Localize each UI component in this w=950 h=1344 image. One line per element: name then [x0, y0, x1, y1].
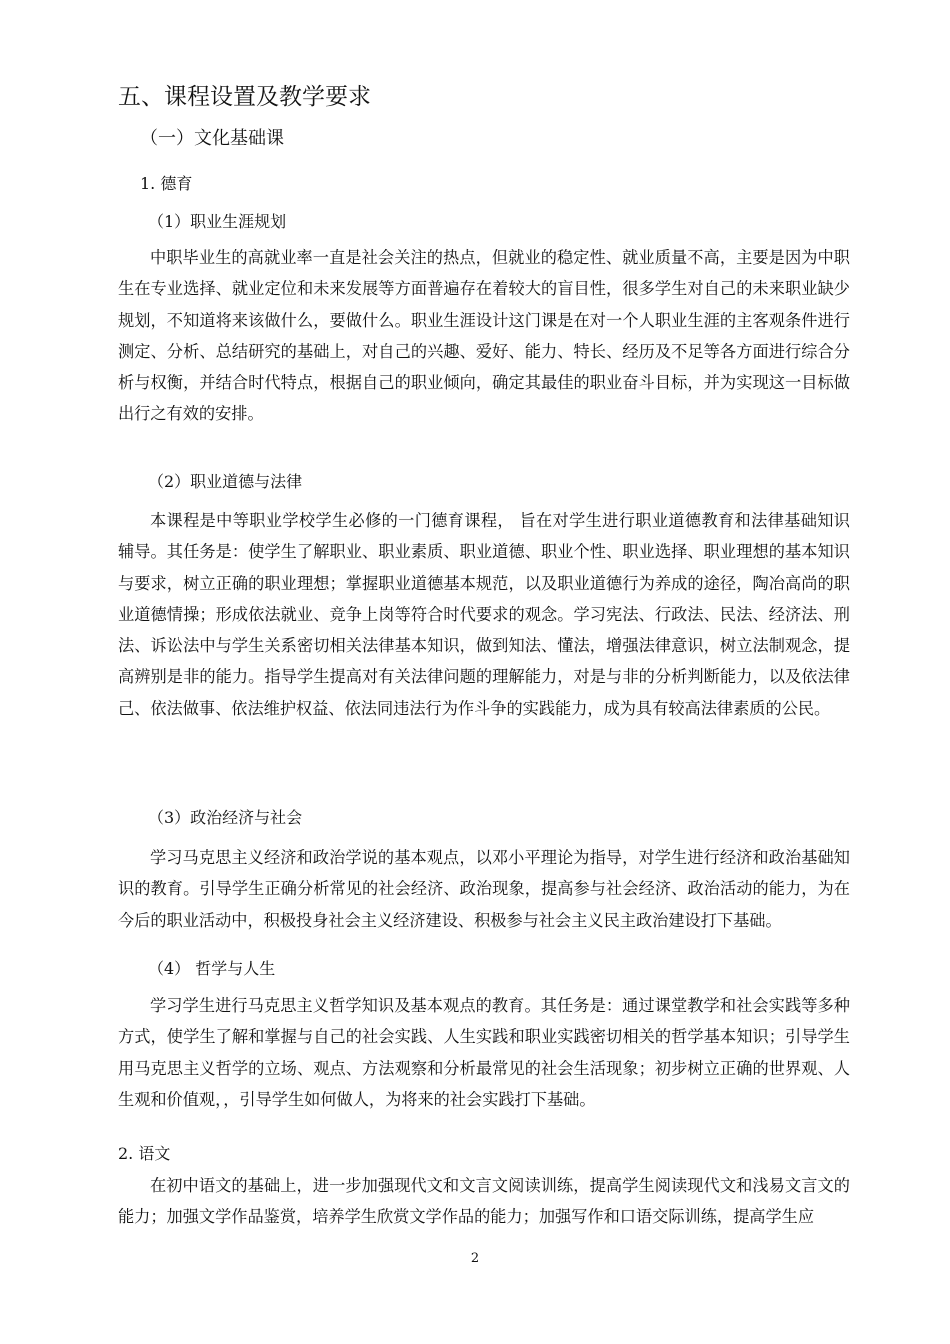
- item-1-sub-2-title: （2）职业道德与法律: [148, 472, 303, 491]
- item-1-sub-3-paragraph: 学习马克思主义经济和政治学说的基本观点，以邓小平理论为指导，对学生进行经济和政治基础知识的教育。引导学生正确分析常见的社会经济、政治现象，提高参与社会经济、政治活动的能力，为在今后的职业活动中，积极投身社会主义经济建设、积极参与社会主义民主政治建设打下基础。: [118, 848, 850, 930]
- section-title: 五、课程设置及教学要求: [118, 84, 371, 110]
- item-1-title: 1. 德育: [140, 174, 193, 193]
- subsection-title: （一）文化基础课: [140, 128, 284, 149]
- item-1-sub-3-title: （3）政治经济与社会: [148, 808, 303, 827]
- item-1-sub-1-title: （1）职业生涯规划: [148, 212, 287, 231]
- item-1-sub-4-title: （4） 哲学与人生: [148, 959, 276, 978]
- item-1-sub-4-paragraph: 学习学生进行马克思主义哲学知识及基本观点的教育。其任务是：通过课堂教学和社会实践等多种方式，使学生了解和掌握与自己的社会实践、人生实践和职业实践密切相关的哲学基本知识；引导学生用马克思主义哲学的立场、观点、方法观察和分析最常见的社会生活现象；初步树立正确的世界观、人生观和价值观，，引导学生如何做人，为将来的社会实践打下基础。: [118, 996, 850, 1109]
- page-number: 2: [470, 1251, 480, 1266]
- item-2-paragraph: 在初中语文的基础上，进一步加强现代文和文言文阅读训练，提高学生阅读现代文和浅易文言文的能力；加强文学作品鉴赏，培养学生欣赏文学作品的能力；加强写作和口语交际训练，提高学生应: [118, 1176, 850, 1227]
- item-2-title: 2. 语文: [118, 1144, 171, 1163]
- item-1-sub-2-paragraph: 本课程是中等职业学校学生必修的一门德育课程， 旨在对学生进行职业道德教育和法律基础知识辅导。其任务是：使学生了解职业、职业素质、职业道德、职业个性、职业选择、职业理想的基本知识与要求，树立正确的职业理想；掌握职业道德基本规范，以及职业道德行为养成的途径，陶冶高尚的职业道德情操；形成依法就业、竞争上岗等符合时代要求的观念。学习宪法、行政法、民法、经济法、刑法、诉讼法中与学生关系密切相关法律基本知识，做到知法、懂法，增强法律意识，树立法制观念，提高辨别是非的能力。指导学生提高对有关法律问题的理解能力，对是与非的分析判断能力，以及依法律己、依法做事、依法维护权益、依法同违法行为作斗争的实践能力，成为具有较高法律素质的公民。: [118, 511, 850, 718]
- item-1-sub-1-paragraph: 中职毕业生的高就业率一直是社会关注的热点，但就业的稳定性、就业质量不高，主要是因为中职生在专业选择、就业定位和未来发展等方面普遍存在着较大的盲目性，很多学生对自己的未来职业缺少规划，不知道将来该做什么，要做什么。职业生涯设计这门课是在对一个人职业生涯的主客观条件进行测定、分析、总结研究的基础上，对自己的兴趣、爱好、能力、特长、经历及不足等各方面进行综合分析与权衡，并结合时代特点，根据自己的职业倾向，确定其最佳的职业奋斗目标，并为实现这一目标做出行之有效的安排。: [118, 248, 850, 424]
